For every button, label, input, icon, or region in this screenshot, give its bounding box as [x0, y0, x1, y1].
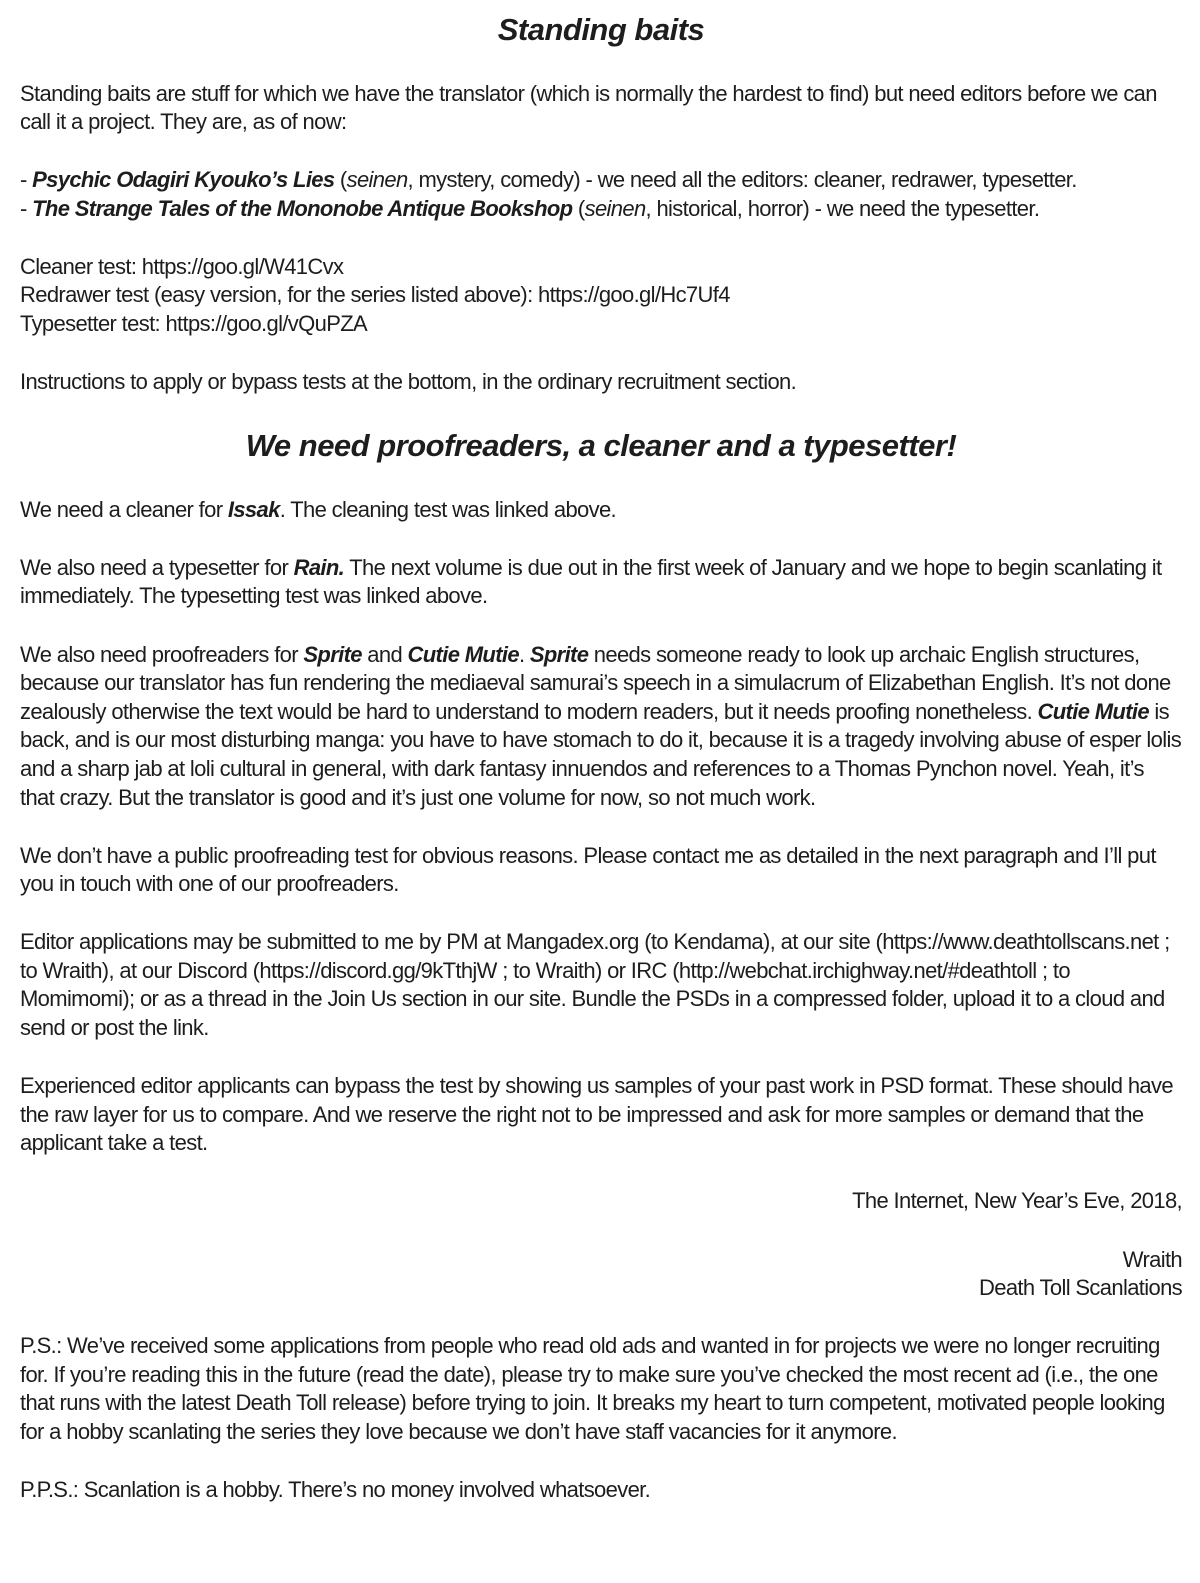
text-run: Death Toll Scanlations: [979, 1275, 1182, 1301]
text-run: , historical, horror) - we need the typesetter.: [645, 195, 1040, 221]
text-run: and: [361, 641, 408, 667]
text-run: Instructions to apply or bypass tests at the bottom, in the ordinary recruitment section.: [20, 369, 797, 395]
text-run: -: [20, 167, 33, 193]
typesetter-test-url: https://goo.gl/vQuPZA: [165, 311, 368, 337]
signature-group: [20, 1274, 1182, 1303]
text-run: P.P.S.: Scanlation is a hobby. There’s no money involved whatsoever.: [20, 1477, 651, 1503]
text-run: (: [572, 195, 585, 221]
text-run: The next volume is due out in the first week of January and we hope to begin scanlating it immediately. The typesetting test was linked above.: [20, 554, 1162, 609]
text-run: , mystery, comedy) - we need all the editors: cleaner, redrawer, typesetter.: [407, 167, 1077, 193]
ps-paragraph: [20, 1332, 1182, 1446]
text-run: Cleaner test:: [20, 253, 142, 279]
text-run: seinen: [584, 195, 646, 221]
series-title: Cutie Mutie: [407, 641, 519, 667]
text-run: Standing baits: [497, 12, 705, 47]
text-run: The Internet, New Year’s Eve, 2018,: [852, 1188, 1182, 1214]
text-run: (: [334, 167, 347, 193]
text-run: seinen: [346, 167, 408, 193]
discord-url: https://discord.gg/9kTthjW: [259, 957, 497, 983]
text-run: Wraith: [1122, 1246, 1182, 1272]
text-run: Standing baits are stuff for which we have the translator (which is normally the hardest to find) but need editors before we can call it a project. They are, as of now:: [20, 80, 1157, 135]
section-heading-needs: [20, 426, 1182, 466]
text-run: Experienced editor applicants can bypass the test by showing us samples of your past work in PSD format. These should have the raw layer for us to compare. And we reserve the right not to be impressed and ask for more samples or demand that the applicant take a test.: [20, 1073, 1173, 1156]
series-title: Rain.: [293, 554, 345, 580]
bait-item-mononobe-bookshop: [20, 195, 1182, 224]
series-title: Issak: [227, 496, 280, 522]
site-url: https://www.deathtollscans.net: [882, 929, 1159, 955]
series-title: Sprite: [303, 641, 362, 667]
series-title: Cutie Mutie: [1037, 698, 1149, 724]
text-run: .: [518, 641, 530, 667]
bypass-paragraph: [20, 1072, 1182, 1158]
signature-name: [20, 1246, 1182, 1275]
text-run: ; to Wraith), at our Discord (: [20, 929, 1170, 983]
pps-paragraph: [20, 1476, 1182, 1505]
typesetter-need-paragraph: [20, 554, 1182, 611]
text-run: We also need proofreaders for: [20, 641, 304, 667]
series-title: Psychic Odagiri Kyouko’s Lies: [32, 167, 335, 193]
typesetter-test-line: [20, 310, 1182, 339]
text-run: We also need a typesetter for: [20, 554, 294, 580]
text-run: ; to Wraith) or IRC (: [496, 957, 679, 983]
text-run: We don’t have a public proofreading test for obvious reasons. Please contact me as detailed in the next paragraph and I’ll put you in touch with one of our proofreaders.: [20, 842, 1156, 897]
text-run: ; to Momimomi); or as a thread in the Join Us section in our site. Bundle the PSDs in a compressed folder, upload it to a cloud and send or post the link.: [20, 957, 1165, 1041]
series-title: The Strange Tales of the Mononobe Antique Bookshop: [32, 195, 573, 221]
text-run: . The cleaning test was linked above.: [279, 496, 617, 522]
cleaner-test-line: [20, 253, 1182, 282]
irc-url: http://webchat.irchighway.net/#deathtoll: [678, 957, 1037, 983]
text-run: Redrawer test (easy version, for the series listed above):: [20, 282, 538, 308]
text-run: P.S.: We’ve received some applications from people who read old ads and wanted in for projects we were no longer recruiting for. If you’re reading this in the future (read the date), please try to make sure you’ve checked the most recent ad (i.e., the one that runs with the latest Death Toll release) before trying to join. It breaks my heart to turn competent, motivated people looking for a hobby scanlating the series they love because we don’t have staff vacancies for it anymore.: [20, 1333, 1165, 1444]
text-run: We need a cleaner for: [20, 496, 228, 522]
bait-item-psychic-odagiri: [20, 166, 1182, 195]
dateline: [20, 1187, 1182, 1216]
applications-paragraph: [20, 928, 1182, 1042]
series-title: Sprite: [529, 641, 589, 667]
intro-paragraph: [20, 80, 1182, 137]
text-run: -: [20, 195, 33, 221]
proofreading-test-paragraph: [20, 842, 1182, 899]
text-run: Editor applications may be submitted to me by PM at Mangadex.org (to Kendama), at our site (: [20, 929, 883, 955]
instructions-note: [20, 368, 1182, 397]
proofreaders-need-paragraph: [20, 641, 1182, 813]
redrawer-test-line: [20, 281, 1182, 310]
text-run: is back, and is our most disturbing manga: you have to have stomach to do it, because it is a tragedy involving abuse of esper lolis and a sharp jab at loli cultural in general, with dark fantasy innuendos and references to a Thomas Pynchon novel. Yeah, it’s that crazy. But the translator is good and it’s just one volume for now, so not much work.: [20, 698, 1182, 810]
text-run: needs someone ready to look up archaic English structures, because our translator has fun rendering the mediaeval samurai’s speech in a simulacrum of Elizabethan English. It’s not done zealously otherwise the text would be hard to understand to modern readers, but it needs proofing nonetheless.: [20, 641, 1171, 724]
cleaner-test-url: https://goo.gl/W41Cvx: [141, 253, 344, 279]
text-run: Typesetter test:: [20, 311, 166, 337]
cleaner-need-paragraph: [20, 496, 1182, 525]
text-run: We need proofreaders, a cleaner and a typesetter!: [245, 428, 957, 464]
redrawer-test-url: https://goo.gl/Hc7Uf4: [538, 282, 730, 308]
page-title: [20, 10, 1182, 50]
